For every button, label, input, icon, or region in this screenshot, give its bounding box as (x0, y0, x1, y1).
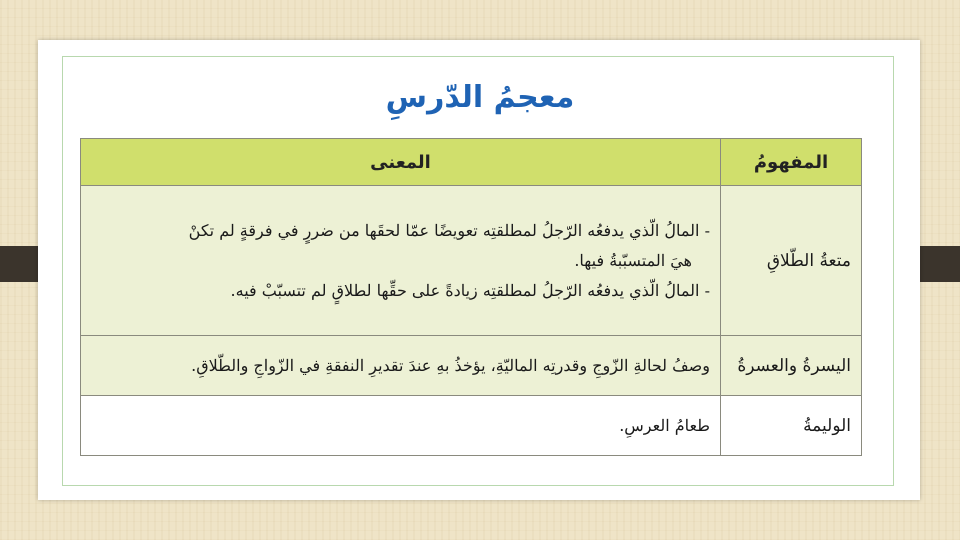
meaning-line: هيَ المتسبّبةُ فيها. (574, 250, 692, 270)
left-decorative-tab (0, 246, 40, 282)
right-decorative-tab (920, 246, 960, 282)
term-cell: اليسرةُ والعسرةُ (721, 336, 862, 396)
term-cell: متعةُ الطّلاقِ (721, 186, 862, 336)
page-title: معجمُ الدّرسِ (385, 80, 575, 115)
table-header-row (81, 139, 862, 186)
meaning-line: - المالُ الّذي يدفعُه الرّجلُ لمطلقتِه تعويضًا عمّا لحقَها من ضررٍ في فرقةٍ لم تكنْ (188, 220, 710, 240)
table-row (81, 186, 862, 336)
meaning-cell (81, 186, 721, 336)
meaning-cell: طعامُ العرسِ. (81, 396, 721, 456)
header-term: المفهومُ (721, 139, 862, 186)
header-meaning: المعنى (81, 139, 721, 186)
table-row (81, 336, 862, 396)
glossary-table (80, 138, 862, 456)
table-row (81, 396, 862, 456)
meaning-cell: وصفُ لحالةِ الزّوجِ وقدرتِه الماليّةِ، يؤخذُ بهِ عندَ تقديرِ النفقةِ في الزّواجِ والطّلاقِ. (81, 336, 721, 396)
term-cell: الوليمةُ (721, 396, 862, 456)
meaning-line: - المالُ الّذي يدفعُه الرّجلُ لمطلقتِه زيادةً على حقِّها لطلاقٍ لم تتسبّبْ فيه. (230, 280, 710, 300)
